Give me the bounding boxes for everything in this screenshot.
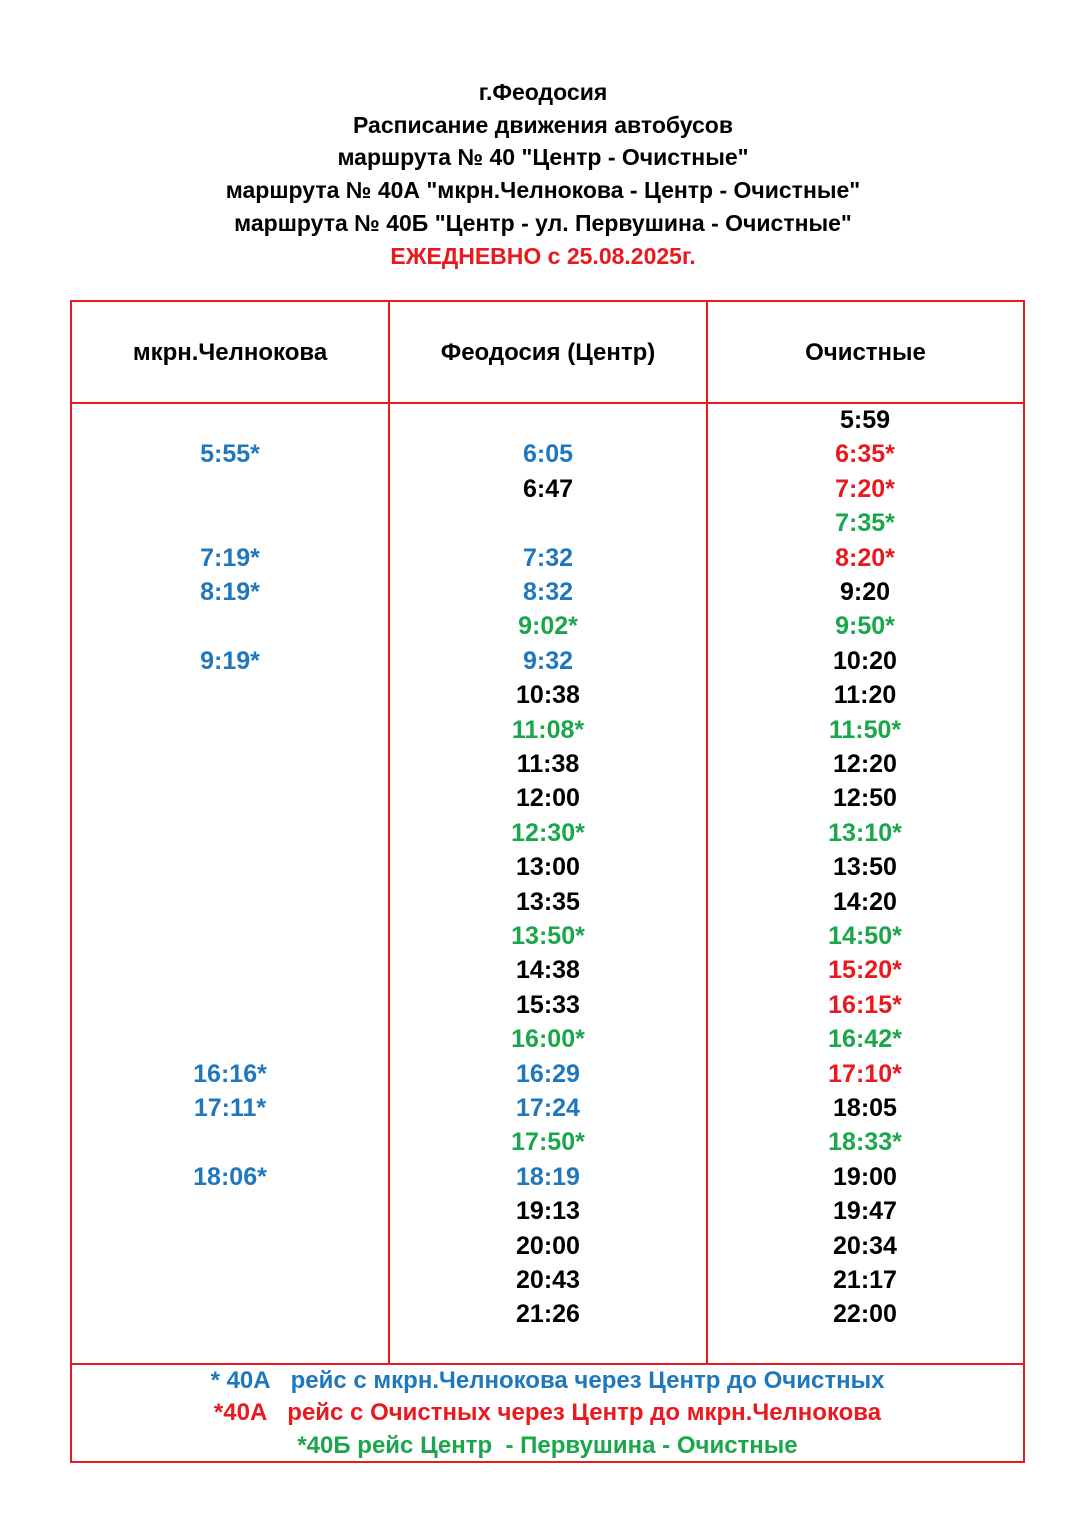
time-cell: 9:02*	[518, 612, 578, 641]
time-cell	[71, 988, 389, 1022]
time-cell: 19:13	[516, 1197, 580, 1226]
time-cell: 6:35*	[835, 440, 895, 469]
time-cell: 11:50*	[828, 715, 902, 744]
schedule-subtitle: Расписание движения автобусов	[353, 111, 733, 138]
table-row	[0, 575, 1086, 609]
time-cell	[71, 1022, 389, 1056]
time-cell: 12:20	[833, 750, 897, 778]
time-cell	[71, 506, 389, 540]
table-row	[0, 747, 1086, 781]
time-cell: 16:29	[516, 1059, 580, 1088]
time-cell: 6:47	[522, 474, 574, 503]
time-cell: 18:33*	[828, 1128, 902, 1157]
time-cell: 11:38	[516, 750, 580, 778]
time-cell	[71, 747, 389, 781]
time-cell: 22:00	[833, 1300, 897, 1329]
header-chelnokova: мкрн.Челнокова	[132, 339, 328, 366]
table-row	[0, 1297, 1086, 1331]
time-cell: 7:35*	[835, 509, 895, 538]
table-row	[0, 541, 1086, 575]
time-cell: 9:32	[522, 646, 574, 675]
validity-date: ЕЖЕДНЕВНО с 25.08.2025г.	[390, 242, 696, 269]
time-cell: 20:00	[516, 1231, 580, 1260]
route-40-title: маршрута № 40 "Центр - Очистные"	[337, 144, 749, 171]
time-cell: 21:26	[516, 1300, 580, 1329]
time-cell: 17:50*	[511, 1128, 585, 1157]
time-cell	[71, 472, 389, 506]
time-cell	[389, 506, 707, 540]
time-cell: 13:50	[833, 853, 897, 882]
time-cell: 11:08*	[511, 715, 585, 744]
table-row	[0, 1194, 1086, 1228]
city-title: г.Феодосия	[478, 79, 608, 105]
legend	[72, 1365, 1023, 1462]
time-cell	[71, 678, 389, 712]
time-cell: 17:11*	[193, 1094, 267, 1122]
table-row	[0, 609, 1086, 643]
table-row	[0, 1160, 1086, 1194]
header-ochistnye: Очистные	[805, 339, 926, 366]
table-row	[0, 1022, 1086, 1056]
time-cell: 14:50*	[828, 922, 902, 950]
table-row	[0, 506, 1086, 540]
time-cell: 17:10*	[828, 1059, 902, 1088]
table-row	[0, 1229, 1086, 1263]
time-cell: 9:20	[839, 578, 891, 606]
table-row	[0, 850, 1086, 884]
table-row	[0, 678, 1086, 712]
time-cell	[389, 403, 707, 437]
time-cell	[71, 609, 389, 643]
time-cell: 21:17	[833, 1266, 897, 1294]
table-row	[0, 472, 1086, 506]
time-cell: 8:32	[522, 578, 574, 606]
time-cell: 18:06*	[193, 1162, 267, 1191]
time-cell: 7:20*	[835, 474, 895, 503]
time-cell	[71, 713, 389, 747]
time-cell	[71, 1263, 389, 1297]
table-row	[0, 1125, 1086, 1159]
route-40b-title: маршрута № 40Б "Центр - ул. Первушина - Очистные"	[234, 209, 852, 236]
time-cell	[71, 919, 389, 953]
time-cell: 9:50*	[835, 612, 895, 641]
time-cell: 13:35	[516, 887, 580, 916]
time-cell: 7:32	[522, 543, 574, 572]
time-cell	[71, 816, 389, 850]
legend-line-40a-red: *40А рейс с Очистных через Центр до мкрн.Челнокова	[213, 1399, 882, 1427]
route-40a-title: маршрута № 40А "мкрн.Челнокова - Центр - Очистные"	[225, 177, 861, 204]
time-cell: 19:00	[833, 1162, 897, 1191]
time-cell: 8:19*	[200, 578, 260, 606]
table-row	[0, 953, 1086, 987]
time-cell: 15:33	[516, 990, 580, 1019]
time-cell: 18:19	[516, 1162, 580, 1191]
title-block	[0, 76, 1086, 272]
time-cell: 12:30*	[511, 818, 585, 847]
time-cell	[71, 1194, 389, 1228]
time-cell: 13:50*	[511, 922, 585, 950]
time-cell: 7:19*	[200, 543, 260, 572]
time-cell	[71, 403, 389, 437]
table-row	[0, 437, 1086, 471]
time-cell: 9:19*	[200, 646, 260, 675]
time-cell: 5:59	[839, 406, 891, 434]
table-row	[0, 988, 1086, 1022]
time-cell: 12:50	[833, 784, 897, 813]
header-feodosia-center: Феодосия (Центр)	[440, 339, 656, 366]
table-row	[0, 1091, 1086, 1125]
table-row	[0, 816, 1086, 850]
time-cell	[71, 850, 389, 884]
table-row	[0, 1057, 1086, 1091]
table-row	[0, 781, 1086, 815]
time-cell: 19:47	[833, 1197, 897, 1226]
time-cell: 10:20	[833, 646, 897, 675]
table-row	[0, 644, 1086, 678]
table-row	[0, 403, 1086, 437]
time-cell	[71, 953, 389, 987]
time-cell: 6:05	[522, 440, 574, 469]
legend-line-40b-green: *40Б рейс Центр - Первушина - Очистные	[297, 1431, 798, 1459]
time-cell: 16:16*	[193, 1059, 267, 1088]
time-cell: 14:38	[516, 956, 580, 985]
time-cell: 18:05	[833, 1094, 897, 1122]
table-row	[0, 919, 1086, 953]
time-cell: 17:24	[516, 1094, 580, 1122]
table-row	[0, 713, 1086, 747]
time-cell: 10:38	[516, 681, 580, 710]
time-cell: 16:00*	[511, 1025, 585, 1054]
legend-line-40a-blue: * 40А рейс с мкрн.Челнокова через Центр до Очистных	[210, 1367, 885, 1394]
time-cell: 13:10*	[828, 818, 902, 847]
time-cell: 20:34	[833, 1231, 897, 1260]
table-row	[0, 885, 1086, 919]
time-cell	[71, 1297, 389, 1331]
time-cell	[71, 781, 389, 815]
time-cell: 8:20*	[835, 543, 895, 572]
time-cell	[71, 885, 389, 919]
time-cell: 5:55*	[200, 440, 260, 469]
time-cell: 15:20*	[828, 956, 902, 985]
time-cell: 11:20	[833, 681, 897, 710]
time-cell: 16:42*	[828, 1025, 902, 1054]
table-row	[0, 1263, 1086, 1297]
time-cell: 14:20	[833, 887, 897, 916]
time-cell: 12:00	[516, 784, 580, 813]
time-cell	[71, 1125, 389, 1159]
time-cell: 13:00	[516, 853, 580, 882]
time-cell: 16:15*	[828, 990, 902, 1019]
time-cell: 20:43	[516, 1266, 580, 1294]
time-cell	[71, 1229, 389, 1263]
